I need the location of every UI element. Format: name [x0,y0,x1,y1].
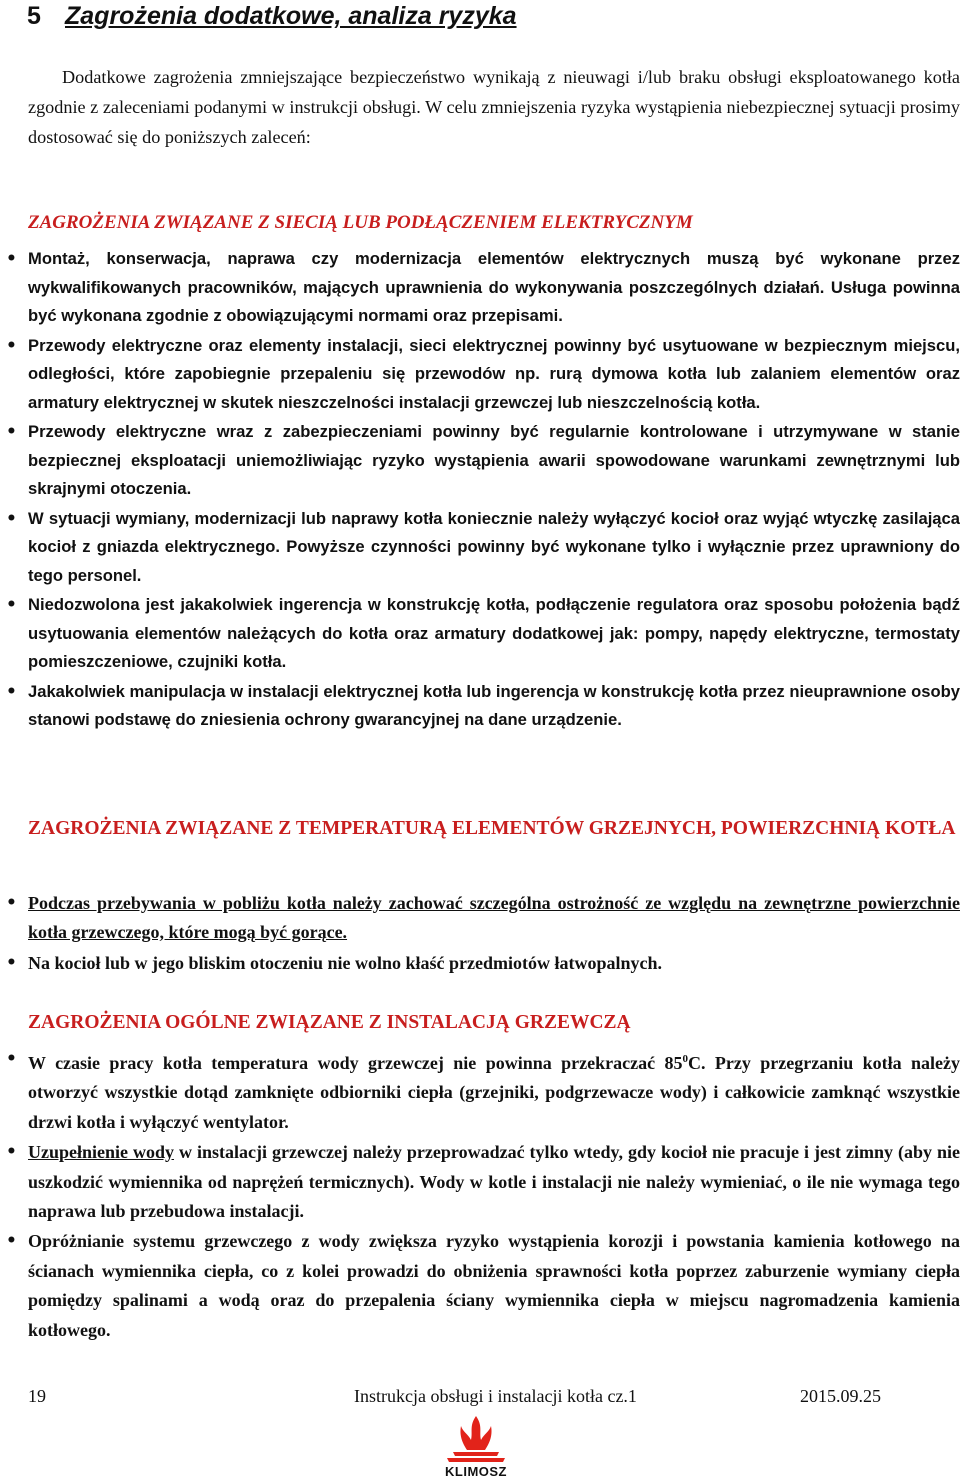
list-item-text: w instalacji grzewczej należy przeprowadzać tylko wtedy, gdy kocioł nie pracuje i jest zimny (aby nie uszkodzić wymiennika od naprężeń termicznych). Wody w kotle i instalacji nie należy wymieniać, o ile nie wymaga tego naprawa lub przebudowa instalacji. [28,1142,960,1222]
list-item-text: W sytuacji wymiany, modernizacji lub naprawy kotła koniecznie należy wyłączyć kocioł oraz wyjąć wtyczkę zasilająca kocioł z gniazda elektrycznego. Powyższe czynności powinny być wykonane tylko i wyłącznie przez uprawniony do tego personel. [28,508,960,585]
bullet-icon: • [6,1049,17,1069]
section-electrical-title: ZAGROŻENIA ZWIĄZANE Z SIECIĄ LUB PODŁĄCZENIEM ELEKTRYCZNYM [28,212,693,233]
bullet-icon: • [6,1231,17,1252]
document-title: Instrukcja obsługi i instalacji kotła cz.1 [354,1386,637,1406]
list-item-text: W czasie pracy kotła temperatura wody grzewczej nie powinna przekraczać 85 [28,1053,683,1073]
bullet-icon: • [6,595,17,615]
list-item-text: Na kocioł lub w jego bliskim otoczeniu nie wolno kłaść przedmiotów łatwopalnych. [28,953,663,974]
bullet-icon: • [6,249,17,269]
list-item [6,1227,960,1345]
section-general-title: ZAGROŻENIA OGÓLNE ZWIĄZANE Z INSTALACJĄ GRZEWCZĄ [28,1012,631,1033]
list-item-text: Montaż, konserwacja, naprawa czy modernizacja elementów elektrycznych muszą być wykonane przez wykwalifikowanych pracowników, mających uprawnienia do wykonywania poszczególnych działań. Usługa powinna być wykonana zgodnie z obowiązującymi normami oraz przepisami. [28,249,960,325]
list-item [6,245,960,331]
klimosz-logo [433,1414,519,1478]
flame-icon [433,1414,519,1466]
document-date: 2015.09.25 [800,1386,881,1406]
list-item-text: Podczas przebywania w pobliżu kotła należy zachować szczególna ostrożność ze względu na zewnętrzne powierzchnie kotła grzewczego, które mogą być gorące. [28,893,960,942]
list-item-text-underlined: Uzupełnienie wody [28,1142,175,1163]
list-item [6,591,960,677]
list-item [6,1138,960,1226]
bullet-icon: • [6,422,17,442]
list-item-text: Przewody elektryczne oraz elementy instalacji, sieci elektrycznej powinny być usytuowane w bezpiecznym miejscu, odległości, które zapobiegnie przepaleniu się przewodów np. rurą dymowa kotła lub zalaniem elementów oraz armatury elektrycznej w skutek nieszczelności instalacji grzewczej lub nieszczelnością kotła. [28,335,960,412]
temperature-hazards-list [6,889,960,978]
list-item-text: C. Przy przegrzaniu kotła należy otworzyć wszystkie dotąd zamknięte odbiorniki ciepła (grzejniki, podgrzewacze wody) i całkowicie zamknąć wszystkie drzwi kotła i wyłączyć wentylator. [28,1053,960,1132]
electrical-hazards-list [6,245,960,735]
section-title: Zagrożenia dodatkowe, analiza ryzyka [65,2,517,30]
page-number: 19 [28,1386,46,1406]
section-heading [27,2,517,31]
list-item [6,678,960,735]
bullet-icon: • [6,953,17,974]
degree-superscript: 0 [682,1053,688,1065]
bullet-icon: • [6,335,17,356]
list-item [6,889,960,946]
bullet-icon: • [6,1142,17,1163]
list-item [6,418,960,504]
list-item-text: Przewody elektryczne wraz z zabezpieczeniami powinny być regularnie kontrolowane i utrzymywane w stanie bezpiecznej eksploatacji uniemożliwiając ryzyko wystąpienia awarii spowodowane warunkami zewnętrznymi lub skrajnymi otoczenia. [28,422,960,498]
bullet-icon: • [6,893,17,913]
bullet-icon: • [6,681,17,702]
list-item [6,1045,960,1137]
list-item-text: Niedozwolona jest jakakolwiek ingerencja w konstrukcję kotła, podłączenie regulatora oraz sposobu położenia bądź usytuowania elementów należących do kotła oraz armatury dodatkowej jak: pompy, napędy elektryczne, termostaty pomieszczeniowe, czujniki kotła. [28,595,960,671]
list-item-text: Jakakolwiek manipulacja w instalacji elektrycznej kotła lub ingerencja w konstrukcję kotła przez nieuprawnione osoby stanowi podstawę do zniesienia ochrony gwarancyjnej na dane urządzenie. [28,681,960,729]
bullet-icon: • [6,508,17,529]
general-hazards-list [6,1045,960,1345]
list-item-text: Opróżnianie systemu grzewczego z wody zwiększa ryzyko wystąpienia korozji i powstania kamienia kotłowego na ścianach wymiennika ciepła, co z kolei prowadzi do obniżenia sprawności kotła poprzez zaburzenie wymiany ciepła pomiędzy spalinami a wodą oraz do przepalenia ściany wymiennika ciepła w miejscu nagromadzenia kamienia kotłowego. [28,1231,960,1340]
list-item [6,505,960,591]
list-item [6,332,960,418]
section-temperature-title: ZAGROŻENIA ZWIĄZANE Z TEMPERATURĄ ELEMENTÓW GRZEJNYCH, POWIERZCHNIĄ KOTŁA [28,818,956,839]
section-number: 5 [27,2,41,30]
logo-text: KLIMOSZ [445,1464,507,1479]
intro-paragraph: Dodatkowe zagrożenia zmniejszające bezpieczeństwo wynikają z nieuwagi i/lub braku obsługi eksploatowanego kotła zgodnie z zaleceniami podanymi w instrukcji obsługi. W celu zmniejszenia ryzyka wystąpienia niebezpiecznej sytuacji prosimy dostosować się do poniższych zaleceń: [28,67,960,147]
list-item [6,949,960,978]
